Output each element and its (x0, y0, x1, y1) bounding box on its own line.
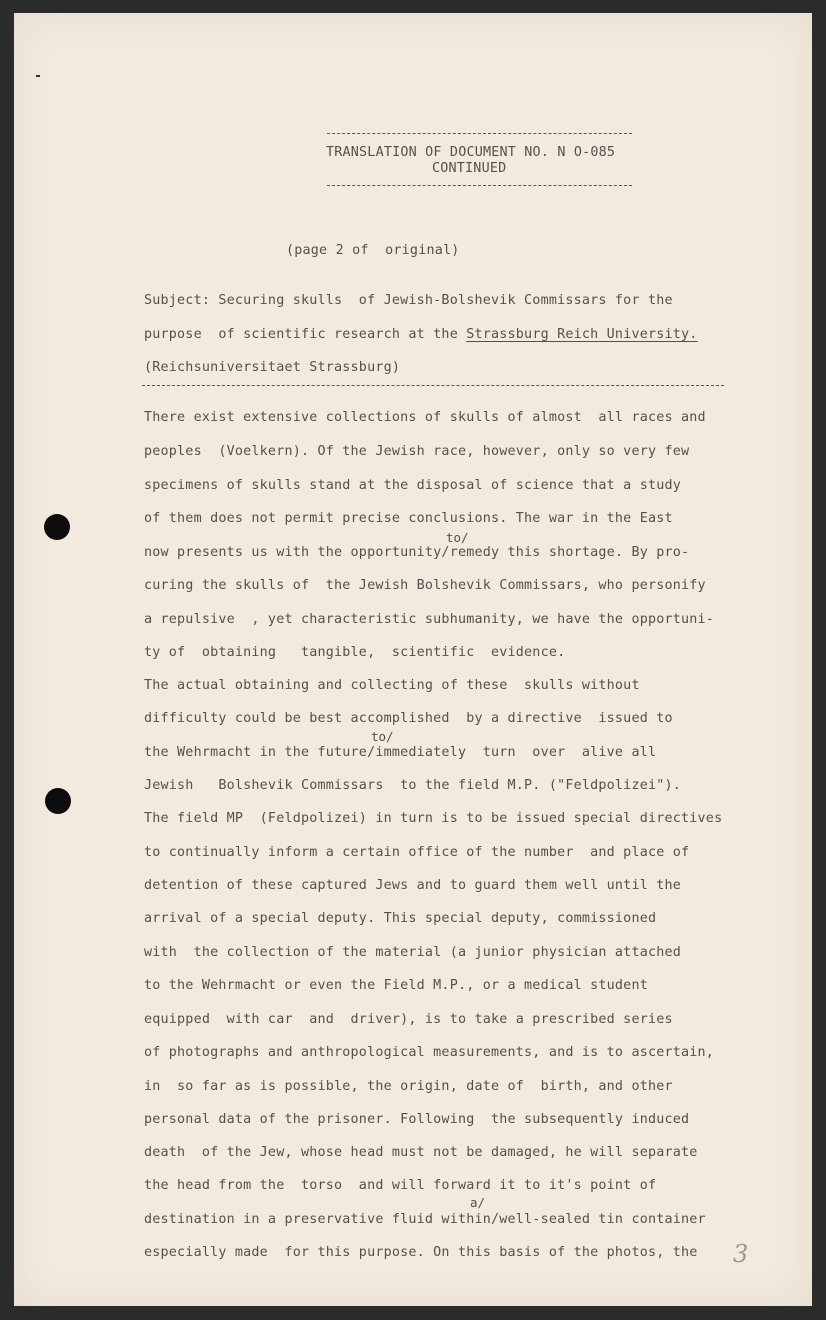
body-line: specimens of skulls stand at the disposal of science that a study (144, 478, 682, 493)
body-line: There exist extensive collections of skulls of almost all races and (144, 410, 706, 425)
body-line: especially made for this purpose. On this basis of the photos, the (144, 1245, 698, 1260)
body-line: the head from the torso and will forward it to it's point of (144, 1178, 657, 1193)
interlinear-to-1: to/ (446, 530, 469, 545)
body-line: The field MP (Feldpolizei) in turn is to be issued special directives (144, 811, 723, 826)
body-line: difficulty could be best accomplished by a directive issued to (144, 711, 673, 726)
header-rule-bottom (327, 185, 632, 186)
body-line: peoples (Voelkern). Of the Jewish race, however, only so very few (144, 444, 690, 459)
body-line: a repulsive , yet characteristic subhumanity, we have the opportuni- (144, 612, 715, 627)
body-line: ty of obtaining tangible, scientific evidence. (144, 645, 566, 660)
body-line: destination in a preservative fluid within/well-sealed tin container (144, 1212, 706, 1227)
body-line: death of the Jew, whose head must not be damaged, he will separate (144, 1145, 698, 1160)
subject-divider (142, 385, 724, 386)
body-line: now presents us with the opportunity/remedy this shortage. By pro- (144, 545, 690, 560)
document-page (14, 13, 812, 1306)
subject-university-name: Strassburg Reich University. (466, 327, 698, 342)
subject-line-2 (144, 327, 698, 342)
body-line: The actual obtaining and collecting of these skulls without (144, 678, 640, 693)
document-title: TRANSLATION OF DOCUMENT NO. N O-085 (326, 145, 616, 160)
body-line: to the Wehrmacht or even the Field M.P., or a medical student (144, 978, 648, 993)
subject-line-1: Subject: Securing skulls of Jewish-Bolshevik Commissars for the (144, 293, 673, 308)
punch-hole-bottom (45, 788, 71, 814)
body-line: of them does not permit precise conclusions. The war in the East (144, 511, 673, 526)
interlinear-to-2: to/ (371, 729, 394, 744)
body-line: personal data of the prisoner. Following the subsequently induced (144, 1112, 690, 1127)
document-subtitle: CONTINUED (432, 161, 507, 176)
subject-line-3: (Reichsuniversitaet Strassburg) (144, 360, 401, 375)
body-line: of photographs and anthropological measurements, and is to ascertain, (144, 1045, 715, 1060)
body-line: curing the skulls of the Jewish Bolshevik Commissars, who personify (144, 578, 706, 593)
body-line: Jewish Bolshevik Commissars to the field M.P. ("Feldpolizei"). (144, 778, 682, 793)
body-line: with the collection of the material (a junior physician attached (144, 945, 682, 960)
ink-speck (36, 75, 40, 77)
header-rule-top (327, 133, 632, 134)
body-line: in so far as is possible, the origin, date of birth, and other (144, 1079, 673, 1094)
interlinear-a: a/ (470, 1195, 486, 1210)
body-line: the Wehrmacht in the future/immediately turn over alive all (144, 745, 657, 760)
body-line: arrival of a special deputy. This special deputy, commissioned (144, 911, 657, 926)
page-note: (page 2 of original) (286, 243, 460, 258)
subject-line-2-text: purpose of scientific research at the (144, 327, 467, 342)
punch-hole-top (44, 514, 70, 540)
page-number-mark: 3 (733, 1240, 749, 1268)
body-line: detention of these captured Jews and to guard them well until the (144, 878, 682, 893)
body-line: equipped with car and driver), is to take a prescribed series (144, 1012, 673, 1027)
body-line: to continually inform a certain office of the number and place of (144, 845, 690, 860)
